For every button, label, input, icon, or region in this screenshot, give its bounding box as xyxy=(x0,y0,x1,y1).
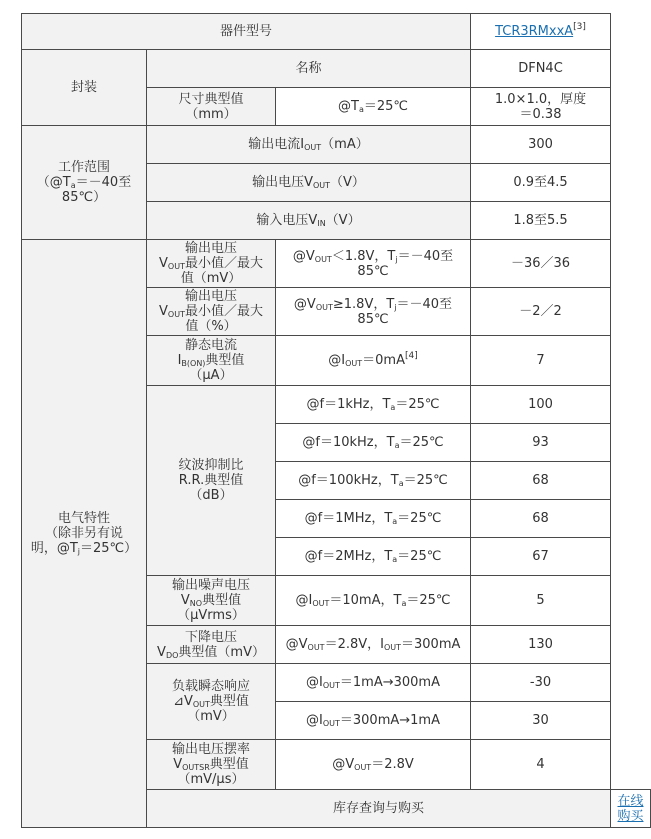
quiescent-current-condition: $@I_{OUT}=0mA[4]$ xyxy=(276,336,471,386)
electrical-group-label: 电气特性 （除非另有说 明，$@T_j=25℃$） xyxy=(22,240,147,828)
dropout-voltage-condition: $@V_{OUT}=2.8V$，$I_{OUT}=300mA$ xyxy=(276,626,471,664)
dropout-voltage-value: 130 xyxy=(471,626,611,664)
slew-rate-value: 4 xyxy=(471,740,611,790)
device-model-link[interactable]: TCR3RMxxA xyxy=(495,24,574,39)
vout-min-max-pct-condition: $@V_{OUT}\ge 1.8V$，$T_j=-40$至 85℃ xyxy=(276,288,471,336)
slew-rate-label: 输出电压摆率 $V_{OUTSR}$典型值 （mV/μs） xyxy=(147,740,276,790)
operating-param-label: 输出电流$I_{OUT}(mA)$ xyxy=(147,126,471,164)
ripple-condition: @f＝1kHz，$T_a=25℃$ xyxy=(276,386,471,424)
ripple-value: 67 xyxy=(471,538,611,576)
ripple-value: 68 xyxy=(471,462,611,500)
device-model-label: 器件型号 xyxy=(22,14,471,50)
output-noise-label: 输出噪声电压 $V_{NO}$典型值 （μVrms） xyxy=(147,576,276,626)
quiescent-current-label: 静态电流 $I_{B(ON)}$典型值 （μA） xyxy=(147,336,276,386)
ripple-value: 93 xyxy=(471,424,611,462)
package-group-label: 封装 xyxy=(22,50,147,126)
stock-inquiry-label: 库存查询与购买 xyxy=(147,790,611,828)
package-size-value: 1.0×1.0，厚度 ＝0.38 xyxy=(471,88,611,126)
operating-row xyxy=(22,126,651,164)
package-size-label: 尺寸典型值 （mm） xyxy=(147,88,276,126)
vout-min-max-mv-label: 输出电压 $V_{OUT}$最小值／最大 值（mV） xyxy=(147,240,276,288)
ripple-condition: @f＝100kHz，$T_a=25℃$ xyxy=(276,462,471,500)
load-transient-label: 负载瞬态响应 $⊿V_{OUT}$典型值 （mV） xyxy=(147,664,276,740)
ripple-condition: @f＝2MHz，$T_a=25℃$ xyxy=(276,538,471,576)
dropout-voltage-label: 下降电压 $V_{DO}$典型值（mV） xyxy=(147,626,276,664)
load-transient-condition: $@I_{OUT}=1mA\to 300mA$ xyxy=(276,664,471,702)
load-transient-value: -30 xyxy=(471,664,611,702)
vout-min-max-mv-condition: $@V_{OUT}<1.8V$，$T_j=-40$至 85℃ xyxy=(276,240,471,288)
package-name-row xyxy=(22,50,651,88)
output-noise-condition: $@I_{OUT}=10mA$，$T_a=25℃$ xyxy=(276,576,471,626)
ripple-condition: @f＝10kHz，$T_a=25℃$ xyxy=(276,424,471,462)
package-name-label: 名称 xyxy=(147,50,471,88)
operating-param-value: 1.8至5.5 xyxy=(471,202,611,240)
operating-param-label: 输入电压$V_{IN}(V)$ xyxy=(147,202,471,240)
ripple-condition: @f＝1MHz，$T_a=25℃$ xyxy=(276,500,471,538)
vout-min-max-mv-value: －36／36 xyxy=(471,240,611,288)
spec-table-wrapper xyxy=(21,13,651,828)
operating-group-label: 工作范围 （$@T_a=-40$至 85℃） xyxy=(22,126,147,240)
operating-param-label: 输出电压$V_{OUT}(V)$ xyxy=(147,164,471,202)
ripple-rejection-label: 纹波抑制比 R.R.典型值 （dB） xyxy=(147,386,276,576)
ripple-value: 68 xyxy=(471,500,611,538)
output-noise-value: 5 xyxy=(471,576,611,626)
spec-table xyxy=(21,13,651,828)
ripple-value: 100 xyxy=(471,386,611,424)
quiescent-current-value: 7 xyxy=(471,336,611,386)
vout-min-max-pct-label: 输出电压 $V_{OUT}$最小值／最大 值（%） xyxy=(147,288,276,336)
header-row xyxy=(22,14,651,50)
device-model-ref: [3] xyxy=(573,21,586,32)
load-transient-value: 30 xyxy=(471,702,611,740)
electrical-row xyxy=(22,240,651,288)
package-name-value: DFN4C xyxy=(471,50,611,88)
slew-rate-condition: $@V_{OUT}=2.8V$ xyxy=(276,740,471,790)
device-model-cell xyxy=(471,14,611,50)
vout-min-max-pct-value: －2／2 xyxy=(471,288,611,336)
package-size-condition: $@T_a=25℃$ xyxy=(276,88,471,126)
operating-param-value: 300 xyxy=(471,126,611,164)
operating-param-value: 0.9至4.5 xyxy=(471,164,611,202)
buy-online-link[interactable]: 在线购买 xyxy=(617,793,644,824)
buy-online-cell xyxy=(611,790,651,828)
load-transient-condition: $@I_{OUT}=300mA\to 1mA$ xyxy=(276,702,471,740)
